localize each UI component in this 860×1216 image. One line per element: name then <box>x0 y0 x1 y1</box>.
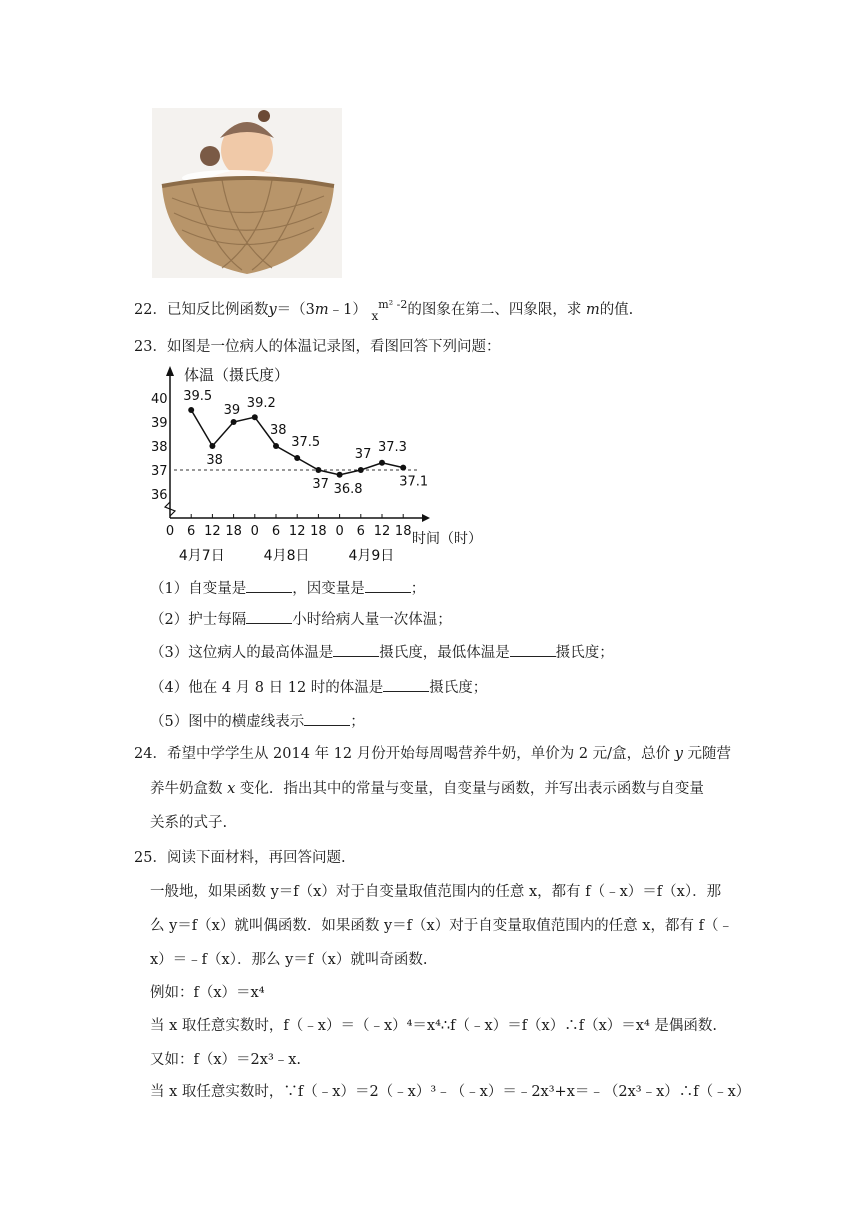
data-point-label: 37.5 <box>291 435 321 450</box>
x-tick-label: 18 <box>225 524 242 539</box>
baby-basket-image <box>152 108 342 278</box>
data-point-label: 37 <box>312 477 329 492</box>
question-23: 23．如图是一位病人的体温记录图，看图回答下列问题： <box>134 339 501 355</box>
data-point <box>188 407 194 413</box>
data-point <box>294 455 300 461</box>
answer-blank[interactable] <box>365 577 411 593</box>
answer-blank[interactable] <box>246 577 292 593</box>
data-point-label: 39.5 <box>183 389 213 404</box>
y-tick-label: 39 <box>151 416 168 431</box>
data-point-label: 38 <box>270 423 287 438</box>
x-tick-label: 12 <box>288 524 306 539</box>
y-tick-label: 36 <box>151 488 168 503</box>
data-point-label: 39.2 <box>246 396 276 412</box>
answer-blank[interactable] <box>510 641 556 657</box>
x-tick-label: 18 <box>394 524 412 539</box>
data-point <box>400 465 406 471</box>
x-tick-label: 0 <box>250 524 259 539</box>
data-point-label: 39 <box>223 403 241 418</box>
q23-sub2: （2）护士每隔 小时给病人量一次体温； <box>150 608 452 630</box>
data-point <box>358 467 364 473</box>
question-25-p3: x）＝﹣f（x）．那么 y＝f（x）就叫奇函数. <box>150 952 428 968</box>
q23-sub4: （4）他在 4 月 8 日 12 时的体温是 摄氏度； <box>150 676 487 698</box>
question-25-p7: 当 x 取任意实数时，∵f（﹣x）＝2（﹣x）³﹣（﹣x）＝﹣2x³+x＝﹣（2x³﹣x）∴f（﹣x） <box>150 1084 751 1100</box>
question-24-line3: 关系的式子. <box>150 815 228 831</box>
q23-sub5: （5）图中的横虚线表示 ； <box>150 710 365 732</box>
data-point <box>231 419 237 425</box>
data-point <box>273 443 279 449</box>
data-point <box>379 460 385 466</box>
temperature-chart <box>150 360 490 570</box>
x-axis-label: 时间（时） <box>412 531 482 547</box>
temperature-chart-svg <box>150 360 490 570</box>
x-tick-label: 0 <box>165 524 175 539</box>
data-point-label: 36.8 <box>333 481 363 497</box>
answer-blank[interactable] <box>304 710 350 726</box>
q23-sub1: （1）自变量是 ，因变量是 ； <box>150 577 425 599</box>
date-label: 4月8日 <box>263 548 310 564</box>
data-point <box>209 443 215 449</box>
question-25-p2: 么 y＝f（x）就叫偶函数．如果函数 y＝f（x）对于自变量取值范围内的任意 x，都有 f（﹣ <box>150 918 733 934</box>
x-tick-label: 6 <box>271 524 281 539</box>
answer-blank[interactable] <box>383 676 429 692</box>
x-tick-label: 6 <box>187 524 196 539</box>
question-25-title: 25．阅读下面材料，再回答问题. <box>134 850 346 866</box>
question-25-p1: 一般地，如果函数 y＝f（x）对于自变量取值范围内的任意 x，都有 f（﹣x）＝f（x）．那 <box>150 884 722 900</box>
y-tick-label: 37 <box>151 464 168 479</box>
data-point-label: 37.3 <box>378 439 407 455</box>
x-tick-label: 18 <box>310 524 327 539</box>
y-axis-arrow <box>166 366 174 376</box>
q23-sub3: （3）这位病人的最高体温是 摄氏度，最低体温是 摄氏度； <box>150 641 614 663</box>
answer-blank[interactable] <box>333 641 379 657</box>
x-tick-label: 6 <box>356 524 365 539</box>
x-tick-label: 12 <box>373 524 391 539</box>
date-label: 4月9日 <box>348 548 395 564</box>
date-label: 4月7日 <box>178 548 225 564</box>
x-axis-arrow <box>422 514 430 522</box>
data-point <box>252 414 258 420</box>
question-25-p4: 例如：f（x）＝x⁴ <box>150 985 265 1001</box>
data-point-label: 37 <box>354 447 372 462</box>
answer-blank[interactable] <box>246 608 292 624</box>
data-point-label: 37.1 <box>399 474 429 490</box>
x-tick-label: 0 <box>335 524 344 539</box>
question-25-p5: 当 x 取任意实数时，f（﹣x）＝（﹣x）⁴＝x⁴∴f（﹣x）＝f（x）∴f（x）＝x⁴ 是偶函数. <box>150 1018 717 1034</box>
x-tick-label: 12 <box>204 524 221 539</box>
question-25-p6: 又如：f（x）＝2x³﹣x. <box>150 1052 302 1068</box>
data-point <box>315 467 321 473</box>
y-tick-label: 40 <box>151 392 168 407</box>
y-tick-label: 38 <box>151 440 168 455</box>
question-22: 22．已知反比例函数y＝（3m﹣1） $_x^{m^2 -2}$的图象在第二、四象限，求 m的值. <box>134 298 634 323</box>
y-axis-label: 体温（摄氏度） <box>184 366 290 384</box>
question-24-line2: 养牛奶盒数 x 变化．指出其中的常量与变量，自变量与函数，并写出表示函数与自变量 <box>150 781 704 797</box>
data-point-label: 38 <box>206 453 223 468</box>
data-point <box>337 472 343 478</box>
question-24-line1: 24．希望中学学生从 2014 年 12 月份开始每周喝营养牛奶，单价为 2 元/盒，总价 y 元随营 <box>134 746 731 762</box>
